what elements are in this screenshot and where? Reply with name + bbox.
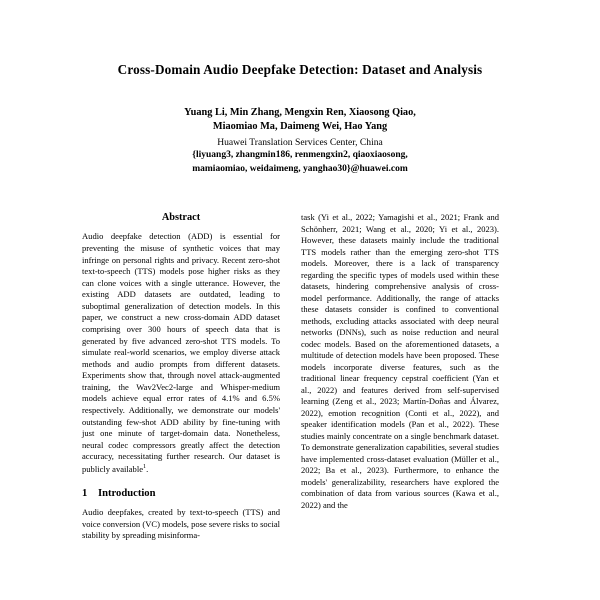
affiliation: Huawei Translation Services Center, China — [217, 136, 383, 148]
author-line-2: Miaomiao Ma, Daimeng Wei, Hao Yang — [212, 121, 388, 133]
abstract-text: Audio deepfake detection (ADD) is essential for preventing the misuse of synthetic voices that may infringe on personal rights and privacy. Recent zero-shot text-to-speech (TTS) models pose higher risks as they can clone voices with a single utterance. However, the existing ADD datasets are outdated, leading to suboptimal generalization of detection models. In this paper, we construct a new cross-domain ADD dataset comprising over 300 hours of speech data that is generated by five advanced zero-shot TTS models. To simulate real-world scenarios, we employ diverse attack methods and audio prompts from different datasets. Experiments show that, through novel attack-augmented training, the Wav2Vec2-large and Whisper-medium models achieve equal error rates of 4.1% and 6.5% respectively. Additionally, we demonstrate our models' outstanding few-shot ADD ability by fine-tuning with just one minute of target-domain data. Nonetheless, neural codec compressors greatly affect the detection accuracy, necessitating further research. Our dataset is publicly available — [82, 231, 280, 474]
abstract-text-tail: . — [146, 463, 149, 474]
author-line-1: Yuang Li, Min Zhang, Mengxin Ren, Xiaosong Qiao, — [184, 106, 416, 118]
footnote-marker: 1 — [143, 462, 147, 470]
abstract-heading: Abstract — [161, 212, 201, 223]
page-title: Cross-Domain Audio Deepfake Detection: Dataset and Analysis — [117, 62, 483, 77]
right-column — [301, 212, 499, 542]
email-line-1: {liyuang3, zhangmin186, renmengxin2, qiaoxiaosong, — [192, 150, 408, 161]
email-line-2: mamiaomiao, weidaimeng, yanghao30}@huawei.com — [192, 163, 408, 174]
left-column — [82, 212, 280, 542]
body-columns — [82, 212, 518, 542]
introduction-paragraph: Audio deepfakes, created by text-to-speech (TTS) and voice conversion (VC) models, pose severe risks to social stability by spreading misinforma- — [82, 507, 280, 541]
title-block — [82, 0, 518, 176]
email-block — [82, 149, 518, 176]
introduction-heading-label: Introduction — [98, 488, 156, 500]
abstract-paragraph — [82, 231, 280, 475]
introduction-heading — [82, 488, 280, 501]
author-list — [82, 106, 518, 177]
right-column-paragraph: task (Yi et al., 2022; Yamagishi et al., 2021; Frank and Schönherr, 2021; Wang et al., 2020; Yi et al., 2023). However, these datasets mainly include the traditional TTS models rather than the emerging zero-shot TTS models. Moreover, there is a lack of transparency regarding the specific types of models used within these datasets, hindering comprehensive analysis of cross-model performance. Additionally, the range of attacks these datasets consider is confined to conventional methods, excluding attacks associated with deep neural networks (DNNs), such as noise reduction and neural codec models. Based on the aforementioned datasets, a multitude of detection models have been proposed. These models incorporate diverse features, such as the traditional linear frequency cepstral coefficient (Yan et al., 2022) and features derived from self-supervised learning (Zeng et al., 2023; Martín-Doñas and Álvarez, 2022), emotion recognition (Conti et al., 2022), and speaker identification models (Pan et al., 2022). These studies mainly concentrate on a single benchmark dataset. To demonstrate generalization capabilities, several studies have implemented cross-dataset evaluation (Müller et al., 2022; Ba et al., 2023). Furthermore, to enhance the models' generalizability, researchers have explored the combination of data from various sources (Kawa et al., 2022) and the — [301, 212, 499, 510]
introduction-number: 1 — [82, 488, 88, 500]
